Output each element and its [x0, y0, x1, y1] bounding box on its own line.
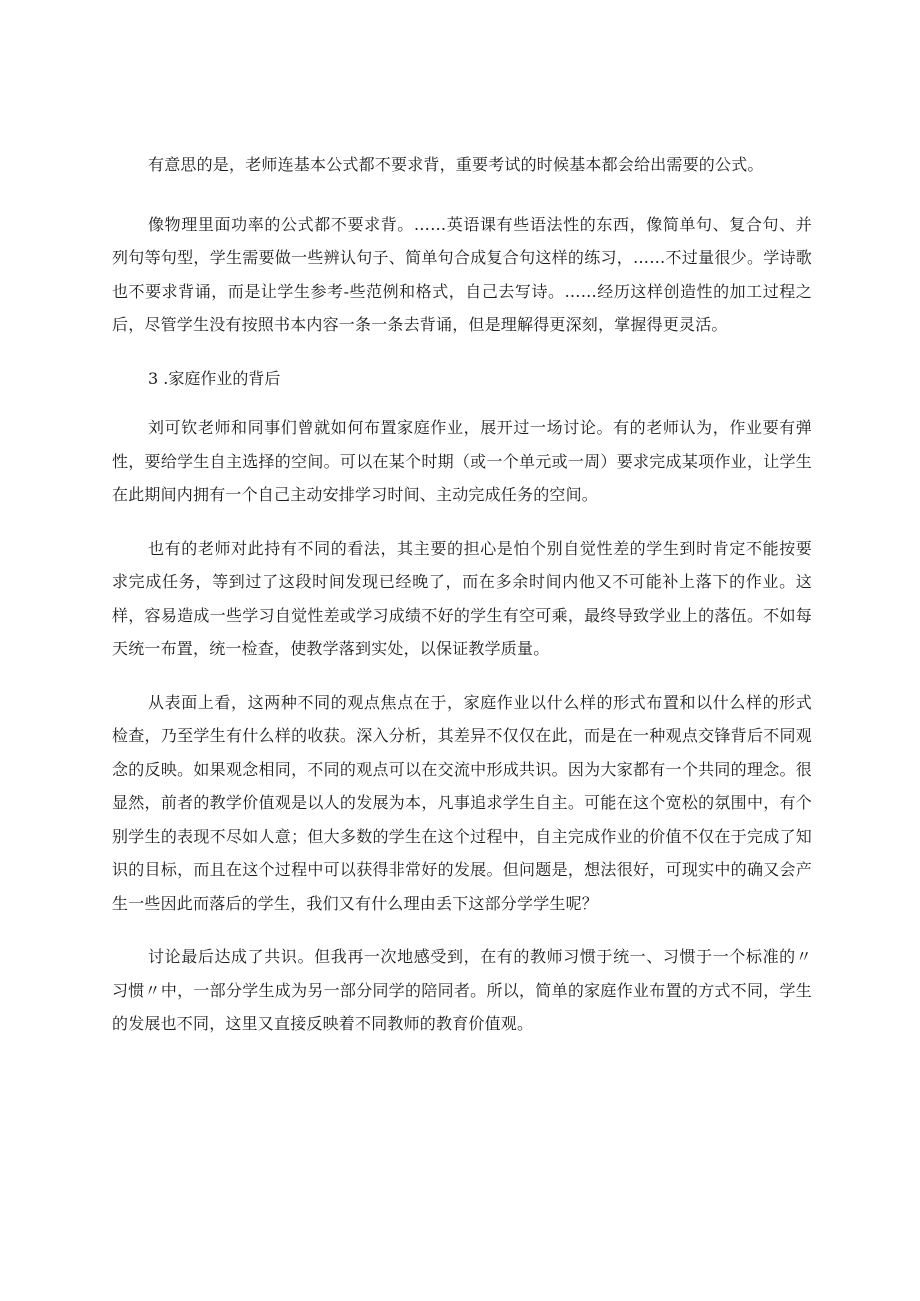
section-heading: 3 .家庭作业的背后 [148, 368, 281, 388]
paragraph-quote: 像物理里面功率的公式都不要求背。……英语课有些语法性的东西，像简单句、复合句、并列句等句型，学生需要做一些辨认句子、简单句合成复合句这样的练习，……不过量很少。学诗歌也不要求背诵，而是让学生参考-些范例和格式，自己去写诗。……经历这样创造性的加工过程之后，尽管学生没有按照书本内容一条一条去背诵，但是理解得更深刻，掌握得更灵活。 [112, 214, 812, 334]
paragraph-conclusion: 讨论最后达成了共识。但我再一次地感受到，在有的教师习惯于统一、习惯于一个标准的〃习惯〃中，一部分学生成为另一部分同学的陪同者。所以，简单的家庭作业布置的方式不同，学生的发展也不同，这里又直接反映着不同教师的教育价值观。 [112, 947, 812, 1033]
paragraph-opposing-view: 也有的老师对此持有不同的看法，其主要的担心是怕个别自觉性差的学生到时肯定不能按要求完成任务，等到过了这段时间发现已经晚了，而在多余时间内他又不可能补上落下的作业。这样，容易造成一些学习自觉性差或学习成绩不好的学生有空可乘，最终导致学业上的落伍。不如每天统一布置，统一检查，使教学落到实处，以保证教学质量。 [112, 538, 812, 658]
document-page [112, 148, 812, 1041]
paragraph-discussion: 刘可钦老师和同事们曾就如何布置家庭作业，展开过一场讨论。有的老师认为，作业要有弹性，要给学生自主选择的空间。可以在某个时期（或一个单元或一周）要求完成某项作业，让学生在此期间内拥有一个自己主动安排学习时间、主动完成任务的空间。 [112, 418, 812, 504]
paragraph-analysis: 从表面上看，这两种不同的观点焦点在于，家庭作业以什么样的形式布置和以什么样的形式检查，乃至学生有什么样的收获。深入分析，其差异不仅仅在此，而是在一种观点交锋背后不同观念的反映。如果观念相同，不同的观点可以在交流中形成共识。因为大家都有一个共同的理念。很显然，前者的教学价值观是以人的发展为本，凡事追求学生自主。可能在这个宽松的氛围中，有个别学生的表现不尽如人意；但大多数的学生在这个过程中，自主完成作业的价值不仅在于完成了知识的目标，而且在这个过程中可以获得非常好的发展。但问题是，想法很好，可现实中的确又会产生一些因此而落后的学生，我们又有什么理由丢下这部分学学生呢？ [112, 692, 812, 913]
paragraph-intro: 有意思的是，老师连基本公式都不要求背，重要考试的时候基本都会给出需要的公式。 [148, 155, 764, 174]
